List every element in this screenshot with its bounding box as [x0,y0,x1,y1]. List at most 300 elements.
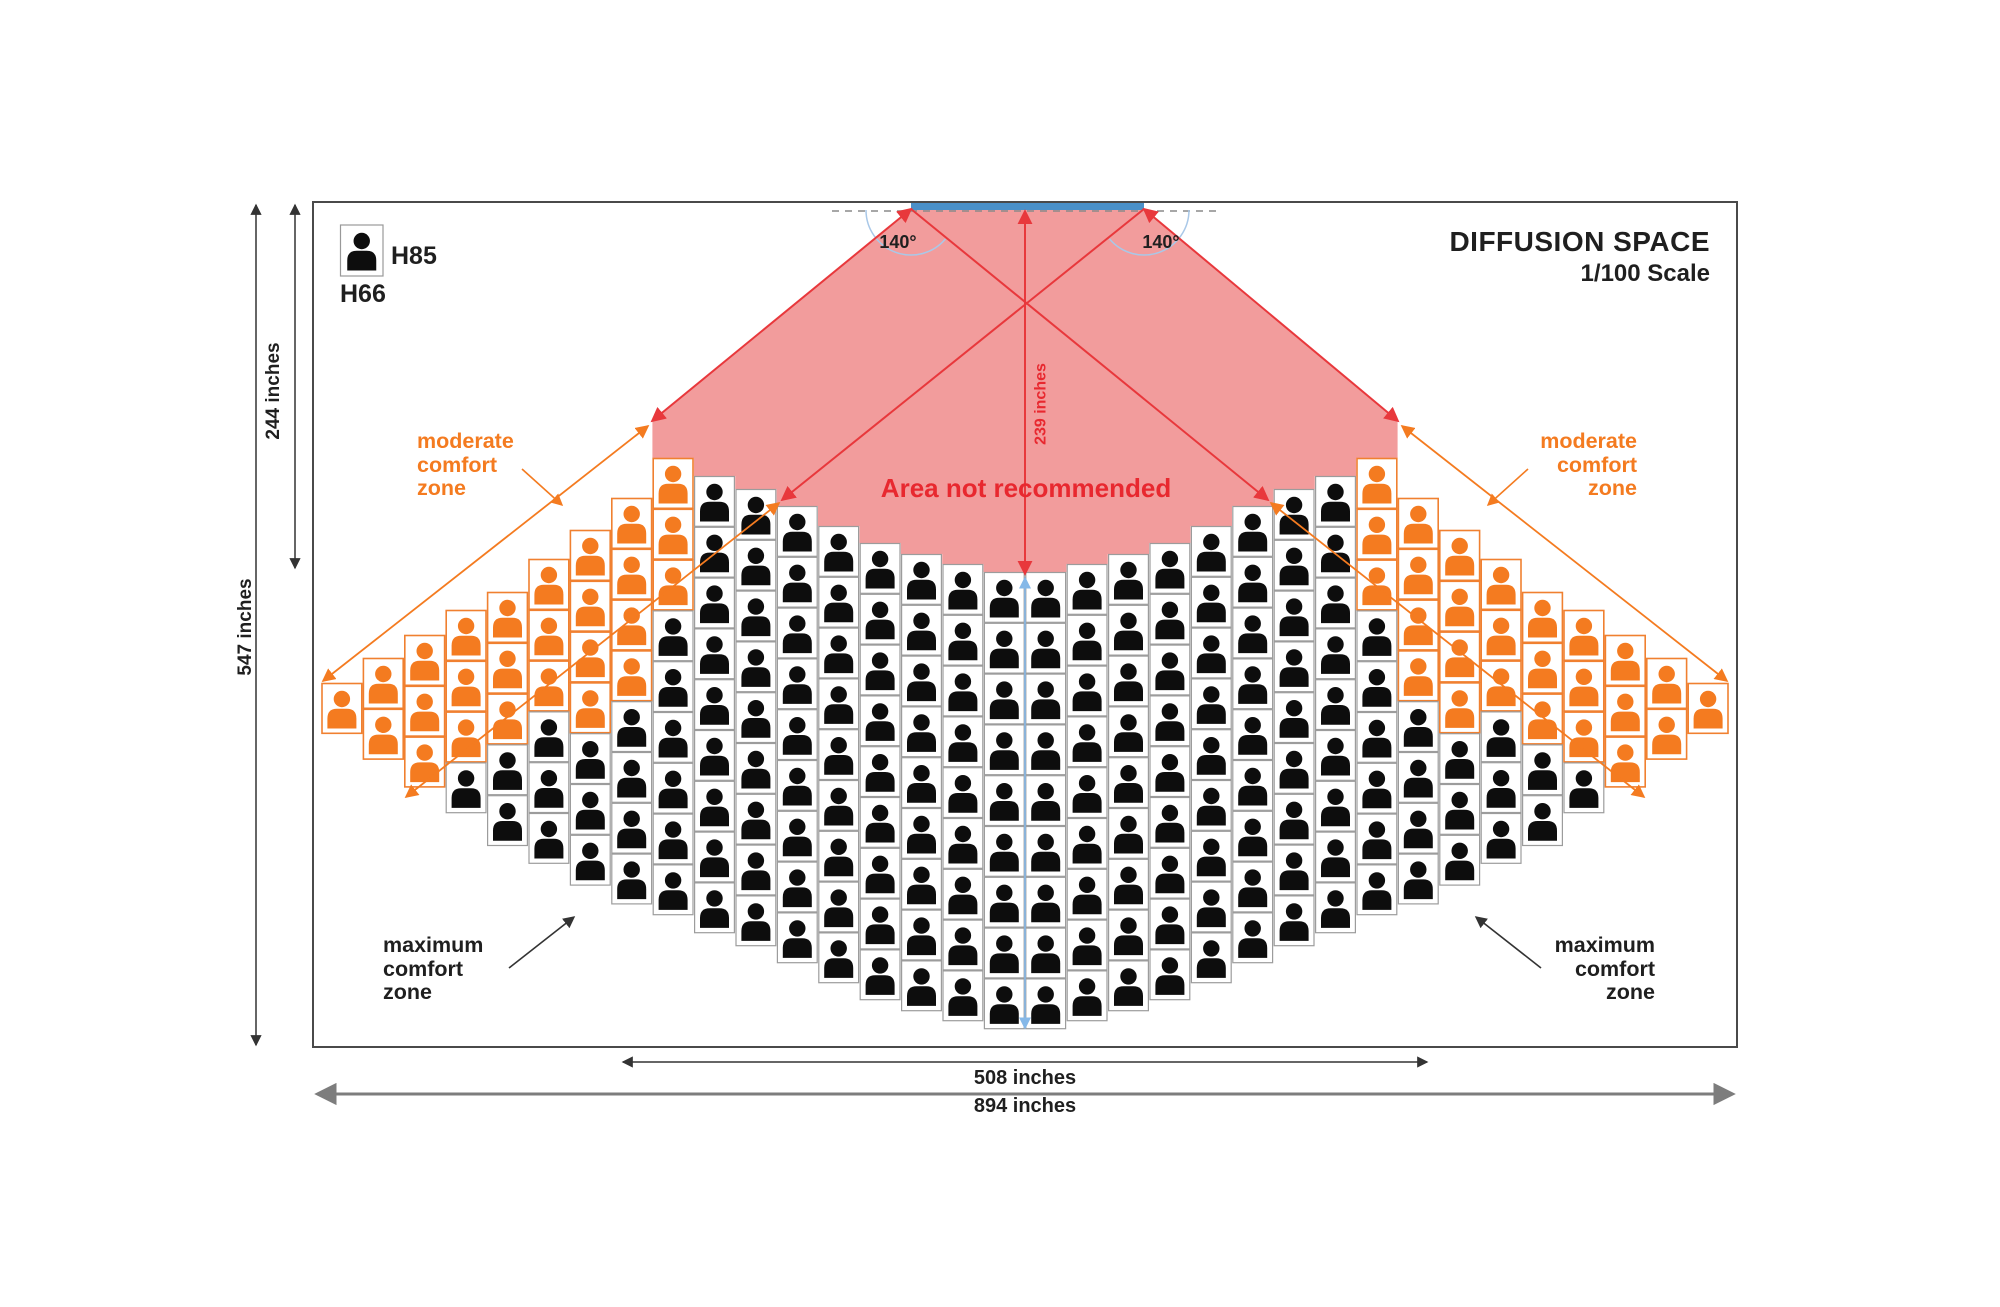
seat-maximum [1191,730,1231,780]
seat-maximum [902,707,942,757]
zone-label-line: maximum [383,933,484,957]
person-body [700,756,729,776]
seat-moderate [1440,531,1480,581]
seat-moderate [1523,643,1563,693]
person-head [1038,681,1054,697]
seat-moderate [1357,560,1397,610]
person-head [665,872,681,888]
person-head [1120,867,1136,883]
seat-maximum [1357,662,1397,712]
seat-moderate [1564,712,1604,762]
zone-label-line: comfort [1556,452,1637,477]
person-head [872,906,888,922]
zone-label-line: moderate [417,429,514,453]
person-body [907,935,936,955]
seat-moderate [1647,659,1687,709]
person-head [375,666,391,682]
person-body [741,566,770,586]
seat-maximum [1109,809,1149,859]
person-head [1162,957,1178,973]
seat-maximum [1109,605,1149,655]
person-head [417,744,433,760]
person-head [417,643,433,659]
seat-moderate [1481,560,1521,610]
seat-moderate [1688,684,1728,734]
person-head [1162,805,1178,821]
seat-moderate [322,684,362,734]
seat-moderate [1564,611,1604,661]
person-body [990,1004,1019,1024]
seat-maximum [653,814,693,864]
seat-maximum [1481,763,1521,813]
seat-moderate [1440,581,1480,631]
person-body [1528,770,1557,790]
person-body [1362,738,1391,758]
person-body [824,552,853,572]
person-head [955,877,971,893]
person-head [458,618,474,634]
person-body [1073,793,1102,813]
seat-maximum [1233,608,1273,658]
person-head [1327,890,1343,906]
person-body [617,727,646,747]
seat-moderate [1647,709,1687,759]
person-body [1031,699,1060,719]
person-body [741,820,770,840]
moderate-comfort-zone-label-left [417,430,514,501]
person-body [1073,641,1102,661]
seat-maximum [943,819,983,869]
person-body [659,484,688,504]
person-body [617,625,646,645]
person-body [948,844,977,864]
seat-maximum [1150,798,1190,848]
person-body [1445,810,1474,830]
person-body [1238,938,1267,958]
person-head [499,752,515,768]
person-head [1162,602,1178,618]
zone-label-line: maximum [1554,933,1655,957]
seat-moderate [405,737,445,787]
person-body [1528,821,1557,841]
person-head [1079,724,1095,740]
person-head [748,649,764,665]
seat-maximum [612,702,652,752]
person-body [1155,721,1184,741]
seat-maximum [984,573,1024,623]
person-body [948,691,977,711]
person-body [1197,857,1226,877]
person-body [1321,908,1350,928]
seat-maximum [1233,710,1273,760]
seat-moderate [405,686,445,736]
person-body [1197,552,1226,572]
person-head [1369,466,1385,482]
angle-label-right: 140° [1142,232,1180,252]
person-body [493,821,522,841]
person-body [1238,735,1267,755]
seat-maximum [860,899,900,949]
seat-moderate [488,593,528,643]
person-body [1321,654,1350,674]
person-body [907,580,936,600]
person-head [665,771,681,787]
legend-height-label: H85 [391,242,437,270]
person-body [990,852,1019,872]
person-head [1369,821,1385,837]
person-body [824,603,853,623]
person-head [458,669,474,685]
person-body [907,681,936,701]
seat-maximum [529,763,569,813]
person-body [347,251,376,271]
seat-maximum [653,865,693,915]
person-head [624,861,640,877]
person-head [1286,497,1302,513]
person-head [1452,690,1468,706]
person-body [1362,890,1391,910]
seat-maximum [902,656,942,706]
seat-maximum [777,862,817,912]
person-head [1079,978,1095,994]
seat-maximum [653,763,693,813]
seat-maximum [1316,629,1356,679]
person-head [1245,717,1261,733]
person-body [1280,718,1309,738]
person-head [1286,598,1302,614]
dimension-label-894: 894 inches [973,1095,1077,1117]
title-line2: 1/100 Scale [1580,260,1710,287]
seat-maximum [943,971,983,1021]
person-body [1445,607,1474,627]
seat-maximum [1316,680,1356,730]
person-head [748,852,764,868]
person-head [582,792,598,808]
person-body [1362,535,1391,555]
person-body [866,874,895,894]
person-head [582,690,598,706]
person-body [1321,603,1350,623]
person-body [700,654,729,674]
person-head [1203,737,1219,753]
person-body [410,762,439,782]
seat-maximum [1026,573,1066,623]
person-body [866,924,895,944]
person-head [1286,649,1302,665]
person-body [907,783,936,803]
seat-moderate [1605,636,1645,686]
person-body [1031,649,1060,669]
person-head [1534,600,1550,616]
person-body [493,618,522,638]
person-body [907,834,936,854]
person-body [452,737,481,757]
seat-maximum [695,578,735,628]
person-head [1369,618,1385,634]
person-head [1369,720,1385,736]
person-head [789,819,805,835]
seat-maximum [1233,913,1273,963]
person-head [1452,741,1468,757]
person-head [1203,585,1219,601]
person-head [831,889,847,905]
maximum-comfort-zone-label-left [383,934,483,1005]
seat-maximum [1481,814,1521,864]
person-head [1410,557,1426,573]
person-body [1155,823,1184,843]
seat-maximum [1191,577,1231,627]
person-body [1528,669,1557,689]
person-body [1031,903,1060,923]
seat-maximum [819,933,859,983]
person-body [1569,687,1598,707]
person-body [659,738,688,758]
seat-maximum [1398,803,1438,853]
person-body [369,684,398,704]
person-body [866,772,895,792]
seat-maximum [984,623,1024,673]
seat-maximum [570,835,610,885]
person-head [541,770,557,786]
person-body [990,649,1019,669]
seat-moderate [612,549,652,599]
person-head [1534,701,1550,717]
person-body [1445,861,1474,881]
person-body [1321,807,1350,827]
person-body [1280,870,1309,890]
person-head [1576,618,1592,634]
person-head [499,803,515,819]
person-head [1452,792,1468,808]
person-body [907,986,936,1006]
person-head [913,867,929,883]
seat-maximum [1274,642,1314,692]
seat-maximum [860,798,900,848]
person-body [617,524,646,544]
person-head [1493,719,1509,735]
seat-maximum [612,753,652,803]
person-head [706,890,722,906]
seat-maximum [943,920,983,970]
person-head [582,741,598,757]
person-head [913,765,929,781]
seat-maximum [1150,747,1190,797]
person-body [1031,1004,1060,1024]
person-body [493,669,522,689]
person-head [1410,658,1426,674]
seat-maximum [1067,869,1107,919]
seat-maximum [1067,971,1107,1021]
person-head [499,701,515,717]
person-body [1694,709,1723,729]
seat-moderate [405,636,445,686]
person-head [996,732,1012,748]
person-head [913,968,929,984]
seat-maximum [1067,717,1107,767]
person-head [913,663,929,679]
person-body [1569,636,1598,656]
seat-maximum [736,642,776,692]
seat-moderate [1605,737,1645,787]
seat-maximum [653,611,693,661]
person-head [831,839,847,855]
seat-maximum [1316,883,1356,933]
person-head [789,768,805,784]
person-body [659,535,688,555]
person-head [831,585,847,601]
seat-maximum [902,605,942,655]
person-body [1611,712,1640,732]
person-body [990,953,1019,973]
person-head [624,709,640,725]
person-body [741,616,770,636]
seat-maximum [1067,615,1107,665]
person-body [783,786,812,806]
person-body [783,735,812,755]
person-body [990,801,1019,821]
person-head [1162,652,1178,668]
person-head [955,673,971,689]
seat-moderate [653,459,693,509]
person-body [1362,636,1391,656]
person-head [955,572,971,588]
seat-maximum [1316,731,1356,781]
seat-maximum [736,540,776,590]
person-head [706,687,722,703]
seat-maximum [695,477,735,527]
person-head [1327,738,1343,754]
seat-moderate [529,610,569,660]
seat-maximum [777,811,817,861]
seat-maximum [777,761,817,811]
seat-maximum [1357,713,1397,763]
person-head [1327,789,1343,805]
seat-moderate [363,659,403,709]
person-body [1280,515,1309,535]
seat-maximum [902,961,942,1011]
person-body [1238,837,1267,857]
seat-maximum [695,680,735,730]
person-body [824,958,853,978]
person-head [706,636,722,652]
person-head [831,737,847,753]
person-body [1073,844,1102,864]
person-head [665,720,681,736]
seat-maximum [777,710,817,760]
person-head [872,703,888,719]
person-head [1452,843,1468,859]
person-head [955,826,971,842]
seat-maximum [1440,785,1480,835]
seat-maximum [1316,527,1356,577]
person-head [1120,663,1136,679]
seat-maximum [1481,712,1521,762]
person-head [789,615,805,631]
seat-maximum [819,781,859,831]
person-head [831,635,847,651]
person-head [1659,666,1675,682]
seat-maximum [860,594,900,644]
person-head [872,957,888,973]
person-head [1452,589,1468,605]
seat-maximum [1026,827,1066,877]
person-body [1155,620,1184,640]
person-head [1286,802,1302,818]
person-body [1073,996,1102,1016]
seat-maximum [1316,781,1356,831]
person-body [1321,502,1350,522]
person-body [741,515,770,535]
seat-moderate [570,531,610,581]
seat-moderate [1605,686,1645,736]
person-head [1162,703,1178,719]
person-body [783,583,812,603]
seat-maximum [1067,666,1107,716]
seat-maximum [943,768,983,818]
person-body [369,735,398,755]
person-body [493,719,522,739]
person-head [1617,643,1633,659]
seat-maximum [1564,763,1604,813]
person-body [1155,670,1184,690]
seat-maximum [1274,693,1314,743]
seat-moderate [529,560,569,610]
person-body [1197,806,1226,826]
seat-maximum [695,781,735,831]
person-head [789,514,805,530]
person-head [748,598,764,614]
person-head [872,805,888,821]
seat-maximum [943,717,983,767]
person-head [1286,751,1302,767]
person-body [1487,636,1516,656]
person-body [1073,945,1102,965]
seat-maximum [984,877,1024,927]
person-body [1073,742,1102,762]
person-body [783,532,812,552]
annotation-line [509,917,574,968]
person-head [1410,861,1426,877]
seat-maximum [529,712,569,762]
seat-moderate [446,712,486,762]
person-head [1369,669,1385,685]
seat-maximum [1316,578,1356,628]
person-body [1197,755,1226,775]
person-body [1114,935,1143,955]
seat-moderate [1481,661,1521,711]
person-head [1120,613,1136,629]
person-head [1162,551,1178,567]
seat-maximum [736,591,776,641]
person-body [1197,603,1226,623]
person-head [624,760,640,776]
person-body [866,975,895,995]
person-body [576,861,605,881]
person-head [831,686,847,702]
person-body [990,598,1019,618]
person-head [375,717,391,733]
person-body [948,641,977,661]
person-body [617,575,646,595]
person-body [1073,691,1102,711]
seat-maximum [1233,659,1273,709]
person-head [789,920,805,936]
person-body [1321,756,1350,776]
seat-maximum [860,747,900,797]
seat-moderate [1564,661,1604,711]
person-body [1197,958,1226,978]
person-body [1321,705,1350,725]
